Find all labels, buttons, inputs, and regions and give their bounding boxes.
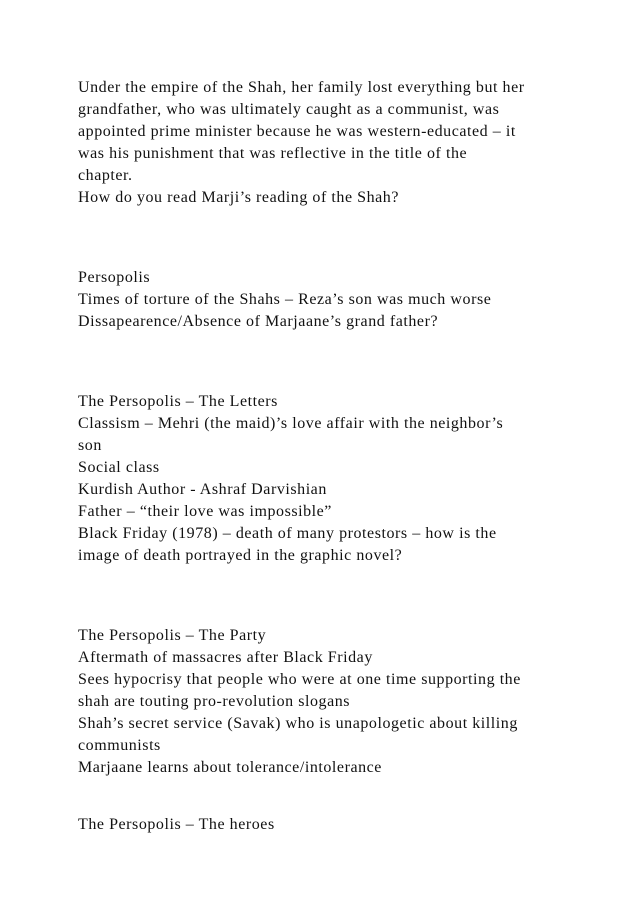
text-line: Kurdish Author - Ashraf Darvishian [78, 481, 327, 498]
text-line: grandfather, who was ultimately caught as a communist, was [78, 101, 500, 118]
text-line: Aftermath of massacres after Black Friday [78, 649, 373, 666]
text-line: son [78, 437, 102, 454]
text-line: image of death portrayed in the graphic novel? [78, 547, 403, 564]
text-line: Father – “their love was impossible” [78, 503, 332, 520]
text-line: chapter. [78, 167, 133, 184]
text-line: Under the empire of the Shah, her family lost everything but her [78, 79, 525, 96]
text-line: Dissapearence/Absence of Marjaane’s grand father? [78, 313, 439, 330]
section-heading: The Persopolis – The heroes [78, 816, 275, 833]
text-line: Classism – Mehri (the maid)’s love affair with the neighbor’s [78, 415, 504, 432]
section-heading: Persopolis [78, 269, 151, 286]
text-line: communists [78, 737, 161, 754]
text-line: shah are touting pro-revolution slogans [78, 693, 351, 710]
text-line: Shah’s secret service (Savak) who is unapologetic about killing [78, 715, 518, 732]
section-heading: The Persopolis – The Party [78, 627, 267, 644]
text-line: Black Friday (1978) – death of many protestors – how is the [78, 525, 497, 542]
text-line: How do you read Marji’s reading of the Shah? [78, 189, 400, 206]
text-line: was his punishment that was reflective in the title of the [78, 145, 468, 162]
text-line: Marjaane learns about tolerance/intolerance [78, 759, 382, 776]
text-line: Sees hypocrisy that people who were at one time supporting the [78, 671, 521, 688]
text-line: Social class [78, 459, 160, 476]
text-line: appointed prime minister because he was western-educated – it [78, 123, 516, 140]
text-line: Times of torture of the Shahs – Reza’s son was much worse [78, 291, 492, 308]
section-heading: The Persopolis – The Letters [78, 393, 278, 410]
